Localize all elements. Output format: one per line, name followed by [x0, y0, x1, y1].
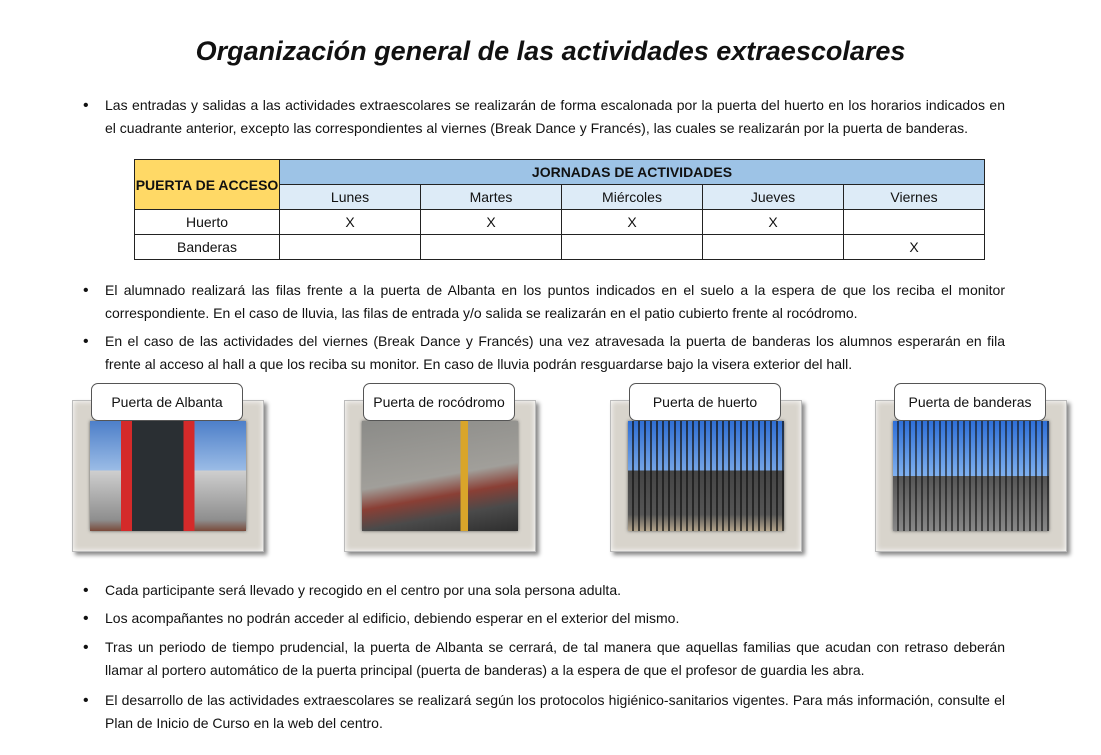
- day-header: Viernes: [844, 185, 985, 210]
- photo-rocodromo: [362, 421, 518, 531]
- cell: [280, 235, 421, 260]
- bullet-viernes: • En el caso de las actividades del viernes (Break Dance y Francés) una vez atravesada la puerta de banderas los alumnos esperarán en fila frente al acceso al hall a que los reciba su monitor. En caso de lluvia podrán resguardarse bajo la visera exterior del hall.: [105, 330, 1005, 376]
- bullet-participante: • Cada participante será llevado y recogido en el centro por una sola persona adulta.: [105, 579, 1005, 602]
- photo-frame-albanta: [72, 394, 264, 552]
- photo-frame-banderas: [875, 394, 1067, 552]
- bullet-acompanantes: • Los acompañantes no podrán acceder al edificio, debiendo esperar en el exterior del mismo.: [105, 607, 1005, 630]
- photo-label: Puerta de Albanta: [91, 383, 243, 421]
- row-label: Huerto: [135, 210, 280, 235]
- day-header: Miércoles: [562, 185, 703, 210]
- bullet-protocolos: • El desarrollo de las actividades extraescolares se realizará según los protocolos higiénico-sanitarios vigentes. Para más información, consulte el Plan de Inicio de Curso en la web del centro.: [105, 689, 1005, 735]
- access-table: [134, 159, 985, 260]
- photo-frame-huerto: [610, 394, 802, 552]
- cell: X: [703, 210, 844, 235]
- photo-label: Puerta de huerto: [629, 383, 781, 421]
- bullet-puerta-cierre: • Tras un periodo de tiempo prudencial, la puerta de Albanta se cerrará, de tal manera que aquellas familias que acudan con retraso deberán llamar al portero automático de la puerta principal (puerta de banderas) a la espera de que el profesor de guardia les abra.: [105, 636, 1005, 682]
- bullet-entradas: • Las entradas y salidas a las actividades extraescolares se realizarán de forma escalonada por la puerta del huerto en los horarios indicados en el cuadrante anterior, excepto las correspondientes al viernes (Break Dance y Francés), las cuales se realizarán por la puerta de banderas.: [105, 94, 1005, 140]
- cell: X: [844, 235, 985, 260]
- cell: X: [421, 210, 562, 235]
- page-title: Organización general de las actividades extraescolares: [195, 36, 906, 66]
- cell: [421, 235, 562, 260]
- bullet-filas: • El alumnado realizará las filas frente a la puerta de Albanta en los puntos indicados en el suelo a la espera de que los reciba el monitor correspondiente. En el caso de lluvia, las filas de entrada y/o salida se realizarán en el patio cubierto frente al rocódromo.: [105, 279, 1005, 325]
- cell: X: [562, 210, 703, 235]
- row-label: Banderas: [135, 235, 280, 260]
- photo-frame-rocodromo: [344, 394, 536, 552]
- photo-label: Puerta de rocódromo: [363, 383, 515, 421]
- day-header: Jueves: [703, 185, 844, 210]
- cell: [844, 210, 985, 235]
- table-row: [135, 235, 985, 260]
- photo-banderas: [893, 421, 1049, 531]
- cell: [562, 235, 703, 260]
- day-header: Martes: [421, 185, 562, 210]
- day-header: Lunes: [280, 185, 421, 210]
- photo-huerto: [628, 421, 784, 531]
- cell: [703, 235, 844, 260]
- cell: X: [280, 210, 421, 235]
- photo-albanta: [90, 421, 246, 531]
- group-header: JORNADAS DE ACTIVIDADES: [280, 160, 985, 185]
- photo-label: Puerta de banderas: [894, 383, 1046, 421]
- table-row: [135, 210, 985, 235]
- corner-header: PUERTA DE ACCESO: [135, 160, 280, 210]
